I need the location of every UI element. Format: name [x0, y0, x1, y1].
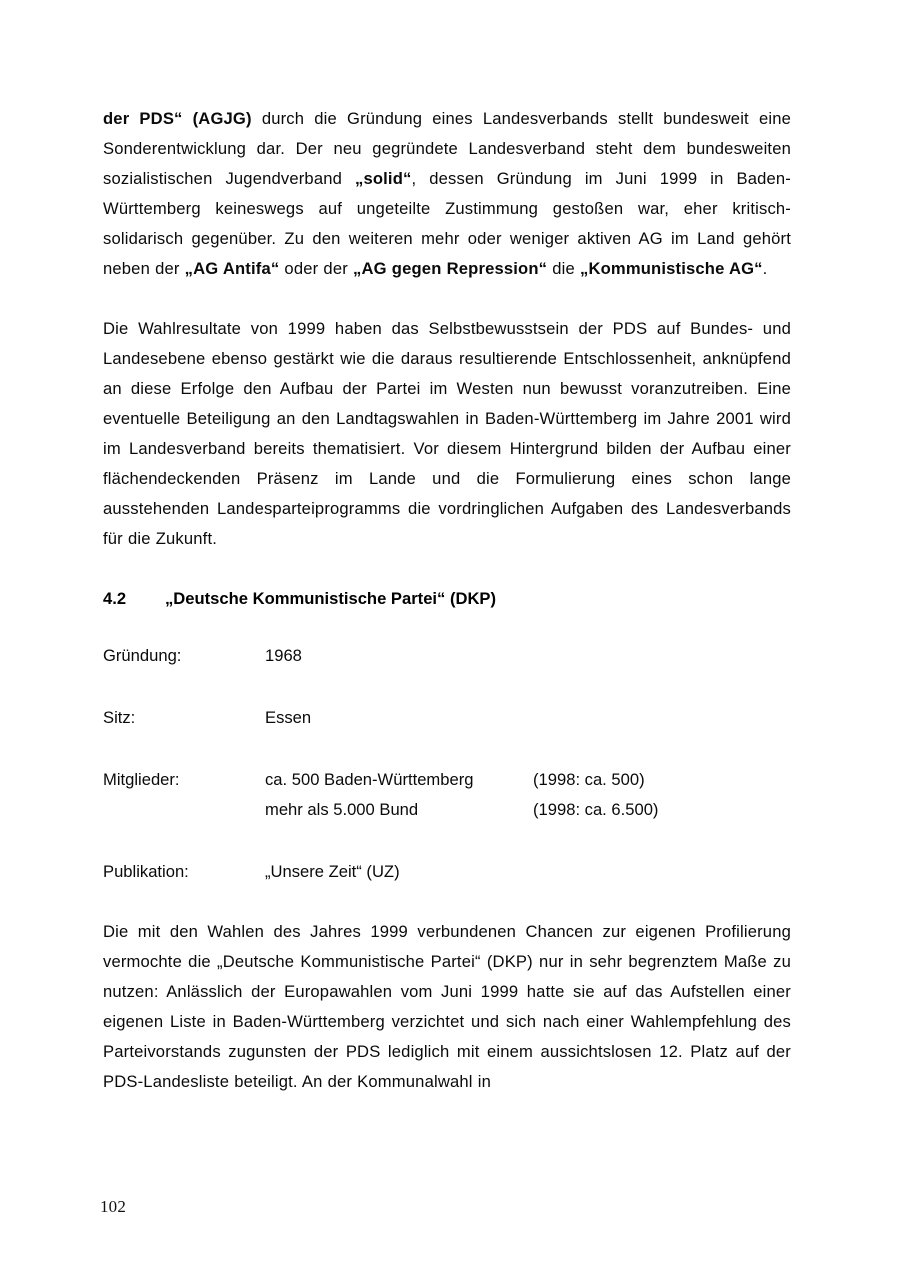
text-run: oder der: [279, 259, 354, 278]
fact-note: (1998: ca. 6.500): [533, 800, 659, 819]
fact-row: [103, 795, 791, 825]
fact-label: Publikation:: [103, 862, 189, 881]
fact-value: Essen: [265, 708, 312, 727]
fact-row: [103, 765, 791, 795]
text-run: die: [547, 259, 580, 278]
page-content: [103, 104, 791, 1097]
page-number: 102: [100, 1197, 127, 1216]
party-facts-list: [103, 641, 791, 887]
emphasis-run: „AG gegen Repression“: [353, 259, 548, 278]
fact-value: 1968: [265, 646, 302, 665]
emphasis-run: der PDS“ (AGJG): [103, 109, 252, 128]
text-run: , dessen Gründung im Juni 1999 in Baden-Württemberg keineswegs auf ungeteilte Zustimmung gestoßen war, eher kritisch-solidarisch gegenüber. Zu den weiteren mehr oder weniger aktiven AG im Land gehört neben der: [103, 169, 791, 278]
fact-label: Sitz:: [103, 708, 136, 727]
fact-row: [103, 703, 791, 733]
fact-value: ca. 500 Baden-Württemberg: [265, 770, 474, 789]
emphasis-run: „AG Antifa“: [184, 259, 280, 278]
section-number: 4.2: [103, 589, 127, 608]
text-run: .: [762, 259, 768, 278]
section-title: „Deutsche Kommunistische Partei“ (DKP): [165, 589, 497, 608]
paragraph-pds-agjg: [103, 104, 791, 284]
emphasis-run: „solid“: [355, 169, 412, 188]
fact-label: Gründung:: [103, 646, 182, 665]
paragraph-wahlresultate: Die Wahlresultate von 1999 haben das Selbstbewusstsein der PDS auf Bundes- und Landesebene ebenso gestärkt wie die daraus resultierende Entschlossenheit, anknüpfend an diese Erfolge den Aufbau der Partei im Westen nun bewusst voranzutreiben. Eine eventuelle Beteiligung an den Landtagswahlen in Baden-Württemberg im Jahre 2001 wird im Landesverband bereits thematisiert. Vor diesem Hintergrund bilden der Aufbau einer flächendeckenden Präsenz im Lande und die Formulierung eines schon lange ausstehenden Landesparteiprogramms die vordringlichen Aufgaben des Landesverbands für die Zukunft.: [103, 319, 791, 548]
fact-value: mehr als 5.000 Bund: [265, 800, 419, 819]
fact-row: [103, 857, 791, 887]
fact-value: „Unsere Zeit“ (UZ): [265, 862, 400, 881]
fact-note: (1998: ca. 500): [533, 770, 645, 789]
paragraph-dkp-profilierung: Die mit den Wahlen des Jahres 1999 verbundenen Chancen zur eigenen Profilierung vermochte die „Deutsche Kommunistische Partei“ (DKP) nur in sehr begrenztem Maße zu nutzen: Anlässlich der Europawahlen vom Juni 1999 hatte sie auf das Aufstellen einer eigenen Liste in Baden-Württemberg verzichtet und sich nach einer Wahlempfehlung des Parteivorstands zugunsten der PDS lediglich mit einem aussichtslosen 12. Platz auf der PDS-Landesliste beteiligt. An der Kommunalwahl in: [103, 922, 791, 1091]
emphasis-run: „Kommunistische AG“: [579, 259, 763, 278]
fact-row: [103, 641, 791, 671]
text-run: durch die Gründung eines Landesverbands stellt bundesweit eine Sonderentwicklung dar. Der neu gegründete Landesverband steht dem bundesweiten sozialistischen Jugendverband: [103, 109, 791, 188]
section-heading-4-2: [103, 584, 791, 614]
fact-label: Mitglieder:: [103, 770, 180, 789]
